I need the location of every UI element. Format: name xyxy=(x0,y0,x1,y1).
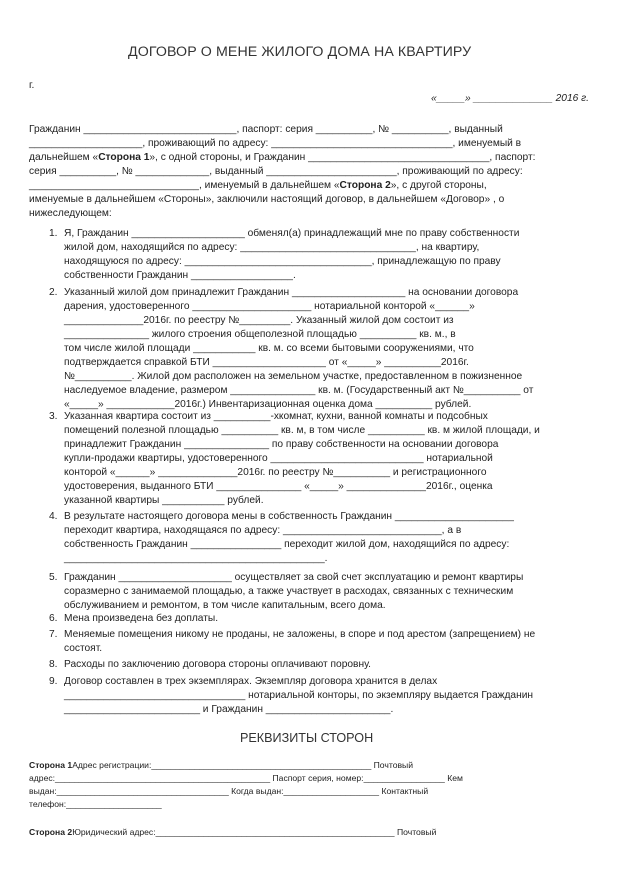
clause-line: подтверждается справкой БТИ ____________________ от «_____» __________2016г. xyxy=(64,357,469,368)
clause-line: переходит квартира, находящаяся по адресу: ____________________________, а в xyxy=(64,525,462,536)
side1-line: телефон:____________________ xyxy=(29,799,162,809)
side2-line: Сторона 2Юридический адрес:__________________________________________________ Почтовый xyxy=(29,827,437,837)
clause-number: 2. xyxy=(49,287,58,298)
clause-line: Я, Гражданин ____________________ обменял(а) принадлежащий мне по праву собственности xyxy=(64,228,520,239)
clause-line: удостоверения, выданного БТИ _______________ «_____» ______________2016г., оценка xyxy=(64,481,493,492)
clause-line: Гражданин ____________________ осуществляет за свой счет эксплуатацию и ремонт квартиры xyxy=(64,572,524,583)
clause-line: соразмерно с занимаемой площадью, а также участвует в расходах, связанных с техническим xyxy=(64,586,514,597)
preamble-line: Гражданин ___________________________, паспорт: серия __________, № __________, выданный xyxy=(29,124,503,135)
clause-number: 6. xyxy=(49,613,58,624)
clause-line: «_____» ____________2016г.) Инвентаризационная оценка дома __________ рублей. xyxy=(64,399,472,410)
clause-line: Указанный жилой дом принадлежит Гражданин ____________________ на основании договора xyxy=(64,287,519,298)
clause-line: ______________2016г. по реестру №_________. Указанный жилой дом состоит из xyxy=(64,315,454,326)
side1-line: адрес:_____________________________________________ Паспорт серия, номер:_________________ Кем xyxy=(29,773,463,783)
side1-line: Сторона 1Адрес регистрации:______________________________________________ Почтовый xyxy=(29,760,414,770)
clause-line: Меняемые помещения никому не проданы, не заложены, в споре и под арестом (запрещением) не xyxy=(64,629,536,640)
document-title: ДОГОВОР О МЕНЕ ЖИЛОГО ДОМА НА КВАРТИРУ xyxy=(128,44,472,60)
clause-number: 8. xyxy=(49,659,58,670)
clause-line: находящуюся по адресу: _________________________________, принадлежащую по праву xyxy=(64,256,501,267)
clause-line: Расходы по заключению договора стороны оплачивают поровну. xyxy=(64,659,371,670)
clause-line: №__________. Жилой дом расположен на земельном участке, предоставленном в пожизненное xyxy=(64,371,523,382)
clause-line: конторой «______» ______________2016г. по реестру №__________ и регистрационного xyxy=(64,467,487,478)
clause-line: купли-продажи квартиры, удостоверенного ___________________________ нотариальной xyxy=(64,453,493,464)
clause-line: принадлежит Гражданин _______________ по праву собственности на основании договора xyxy=(64,439,499,450)
clause-number: 3. xyxy=(49,411,58,422)
clause-line: собственность Гражданин ________________ переходит жилой дом, находящийся по адресу: xyxy=(64,539,510,550)
clause-line: Указанная квартира состоит из __________-хкомнат, кухни, ванной комнаты и подсобных xyxy=(64,411,488,422)
clause-line: указанной квартиры ___________ рублей. xyxy=(64,495,264,506)
clause-number: 9. xyxy=(49,676,58,687)
preamble-line: серия __________, № _____________, выданный _______________________, проживающий по адресу: xyxy=(29,166,523,177)
clause-line: обслуживанием и ремонтом, в том числе капитальным, всего дома. xyxy=(64,600,386,611)
clause-line: _______________ жилого строения общеполезной площадью __________ кв. м., в xyxy=(64,329,456,340)
requisites-title: РЕКВИЗИТЫ СТОРОН xyxy=(240,731,374,745)
clause-number: 5. xyxy=(49,572,58,583)
clause-line: ________________________ и Гражданин ______________________. xyxy=(64,704,394,715)
city-label: г. xyxy=(29,80,35,91)
clause-line: собственности Гражданин __________________. xyxy=(64,270,296,281)
preamble-line: ____________________, проживающий по адресу: ________________________________, именуемый в xyxy=(29,138,522,149)
preamble-line: дальнейшем «Сторона 1», с одной стороны, и Гражданин ________________________________, паспорт: xyxy=(29,152,536,163)
clause-line: ______________________________________________. xyxy=(64,553,328,564)
clause-line: том числе жилой площади ___________ кв. м. со всеми бытовыми сооружениями, что xyxy=(64,343,474,354)
clause-line: жилой дом, находящийся по адресу: _______________________________, на квартиру, xyxy=(64,242,480,253)
clause-number: 7. xyxy=(49,629,58,640)
clause-number: 4. xyxy=(49,511,58,522)
clause-line: помещений полезной площадью __________ кв. м, в том числе __________ кв. м жилой площади, и xyxy=(64,425,540,436)
clause-line: состоят. xyxy=(64,643,103,654)
clause-line: Мена произведена без доплаты. xyxy=(64,613,219,624)
preamble-line: ______________________________, именуемый в дальнейшем «Сторона 2», с другой стороны, xyxy=(29,180,487,191)
date-line: «_____» ______________ 2016 г. xyxy=(431,93,589,104)
preamble-line: нижеследующем: xyxy=(29,208,112,219)
clause-number: 1. xyxy=(49,228,58,239)
clause-line: В результате настоящего договора мены в собственность Гражданин _____________________ xyxy=(64,511,514,522)
side1-line: выдан:____________________________________ Когда выдан:____________________ Контактный xyxy=(29,786,429,796)
clause-line: наследуемое владение, размером _______________ кв. м. (Государственный акт №__________ от xyxy=(64,385,534,396)
clause-line: ________________________________ нотариальной конторы, по экземпляру выдается Гражданин xyxy=(64,690,534,701)
preamble-line: именуемые в дальнейшем «Стороны», заключили настоящий договор, в дальнейшем «Договор» , о xyxy=(29,194,505,205)
clause-line: дарения, удостоверенного _____________________ нотариальной конторой «______» xyxy=(64,301,475,312)
clause-line: Договор составлен в трех экземплярах. Экземпляр договора хранится в делах xyxy=(64,676,438,687)
